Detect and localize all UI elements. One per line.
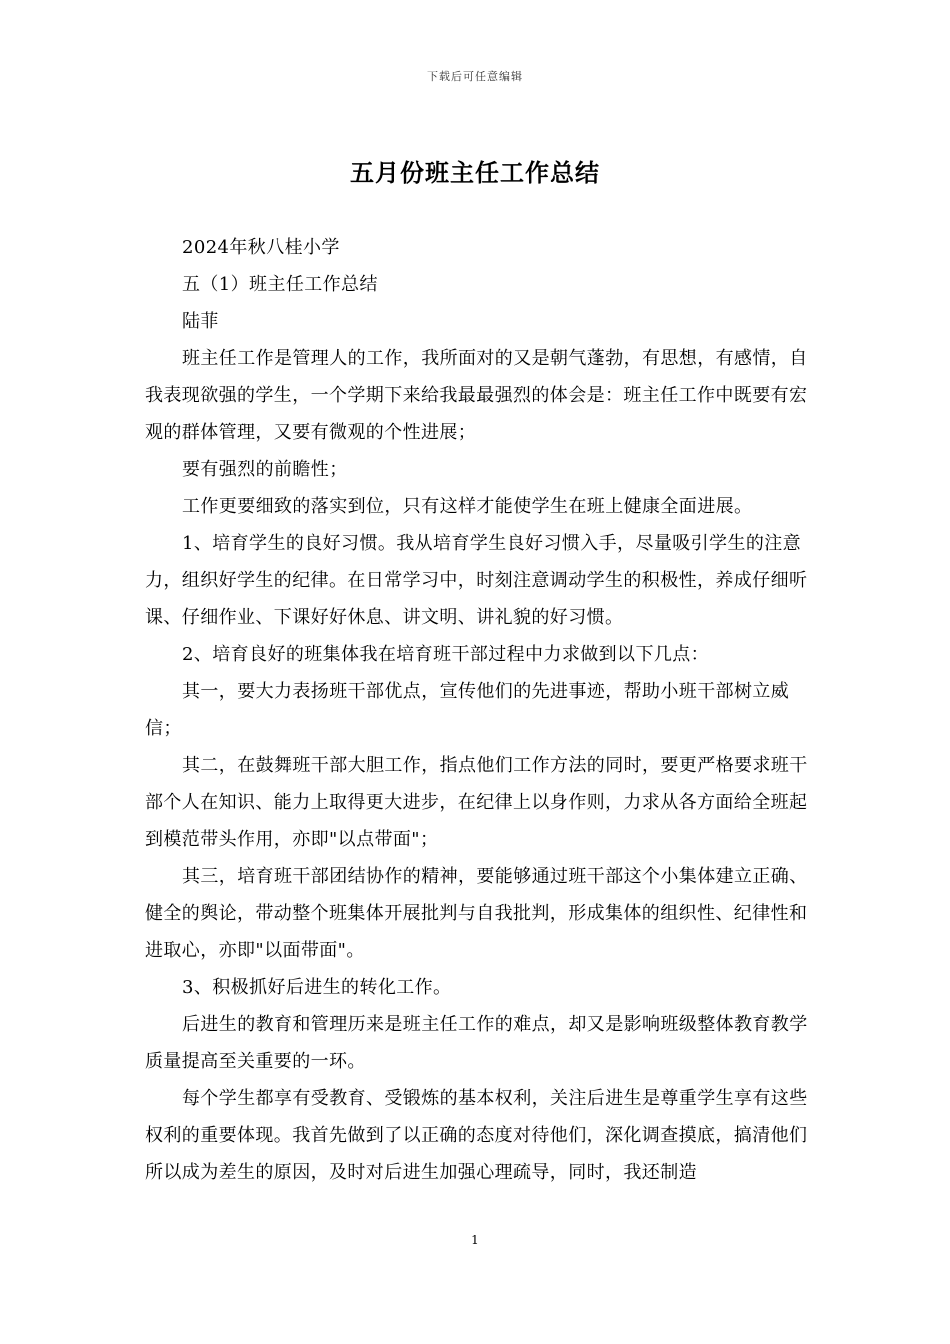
- paragraph-intro: 班主任工作是管理人的工作，我所面对的又是朝气蓬勃，有思想，有感情，自我表现欲强的学生，一个学期下来给我最最强烈的体会是：班主任工作中既要有宏观的群体管理，又要有微观的个性进展；: [145, 348, 808, 443]
- header-note: 下载后可任意编辑: [427, 70, 523, 83]
- paragraph-section-1: 1、培育学生的良好习惯。我从培育学生良好习惯入手，尽量吸引学生的注意力，组织好学生的纪律。在日常学习中，时刻注意调动学生的积极性，养成仔细听课、仔细作业、下课好好休息、讲文明、讲礼貌的好习惯。: [145, 533, 808, 628]
- paragraph: 每个学生都享有受教育、受锻炼的基本权利，关注后进生是尊重学生享有这些权利的重要体现。我首先做到了以正确的态度对待他们，深化调查摸底，搞清他们所以成为差生的原因，及时对后进生加强心理疏导，同时，我还制造: [145, 1088, 808, 1183]
- document-title: 五月份班主任工作总结: [350, 158, 600, 187]
- paragraph: 要有强烈的前瞻性；: [182, 459, 348, 480]
- paragraph-section-3: 3、积极抓好后进生的转化工作。: [182, 977, 452, 998]
- paragraph-school: 2024年秋八桂小学: [182, 237, 340, 258]
- paragraph: 其三，培育班干部团结协作的精神，要能够通过班干部这个小集体建立正确、健全的舆论，带动整个班集体开展批判与自我批判，形成集体的组织性、纪律性和进取心，亦即"以面带面"。: [145, 866, 808, 961]
- page-number: 1: [471, 1233, 479, 1247]
- paragraph: 其一，要大力表扬班干部优点，宣传他们的先进事迹，帮助小班干部树立威信；: [145, 681, 790, 739]
- document-body: [145, 229, 810, 1191]
- paragraph-author: 陆菲: [182, 311, 219, 332]
- paragraph-section-2: 2、培育良好的班集体我在培育班干部过程中力求做到以下几点：: [182, 644, 710, 665]
- paragraph: 其二，在鼓舞班干部大胆工作，指点他们工作方法的同时，要更严格要求班干部个人在知识、能力上取得更大进步，在纪律上以身作则，力求从各方面给全班起到模范带头作用，亦即"以点带面"；: [145, 755, 808, 850]
- paragraph-class-title: 五（1）班主任工作总结: [182, 274, 378, 295]
- paragraph: 工作更要细致的落实到位，只有这样才能使学生在班上健康全面进展。: [182, 496, 753, 517]
- paragraph: 后进生的教育和管理历来是班主任工作的难点，却又是影响班级整体教育教学质量提高至关重要的一环。: [145, 1014, 808, 1072]
